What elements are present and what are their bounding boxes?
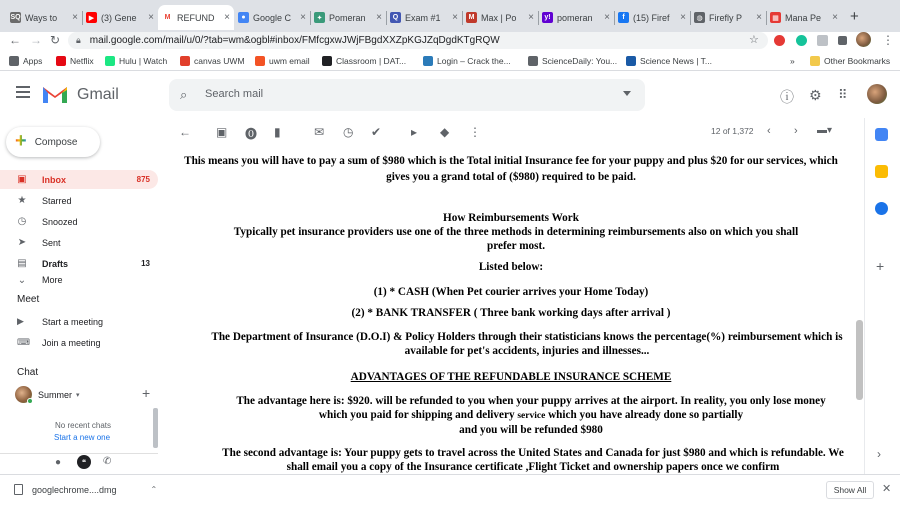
sidebar-item-snoozed[interactable] <box>0 212 158 231</box>
label-tag-icon[interactable]: ◆ <box>440 125 450 139</box>
mark-unread-icon[interactable]: ✉ <box>314 125 325 139</box>
chat-user-avatar <box>15 386 32 403</box>
email-method-bank: (2) * BANK TRANSFER ( Three bank working days after arrival ) <box>351 307 671 319</box>
close-tab-icon[interactable]: × <box>148 12 154 23</box>
close-tab-icon[interactable]: × <box>300 12 306 23</box>
compose-button[interactable] <box>6 127 100 157</box>
help-icon[interactable]: ⓘ <box>780 89 794 105</box>
folder-icon <box>810 56 820 66</box>
bookmark-item[interactable] <box>423 56 511 66</box>
older-chevron-right-icon[interactable]: › <box>794 125 798 137</box>
new-tab-button[interactable]: + <box>850 8 859 25</box>
report-spam-icon[interactable]: ⓿ <box>245 127 258 141</box>
browser-tab-title: pomeran <box>557 12 593 23</box>
input-tools-keyboard-icon[interactable]: ▬▾ <box>817 125 833 136</box>
browser-tab-title: (15) Firef <box>633 12 670 23</box>
other-bookmarks-label: Other Bookmarks <box>824 56 891 66</box>
profile-avatar[interactable] <box>856 32 871 47</box>
sciencenews-icon <box>626 56 636 66</box>
back-to-inbox-icon[interactable]: ← <box>179 125 191 139</box>
star-icon: ★ <box>17 195 27 206</box>
snooze-clock-icon[interactable]: ◷ <box>343 125 354 139</box>
pomeranian-site-icon: ✦ <box>314 12 325 23</box>
sidebar-item-count: 13 <box>141 259 150 268</box>
bookmark-item[interactable] <box>528 56 617 66</box>
close-tab-icon[interactable]: × <box>376 12 382 23</box>
sidebar-item-starred[interactable] <box>0 191 158 210</box>
email-toolbar <box>168 118 864 146</box>
max-site-icon: M <box>466 12 477 23</box>
browser-tab[interactable] <box>386 5 462 30</box>
email-paragraph-doi: The Department of Insurance (D.O.I) & Policy Holders through their statisticians knows the percentage(%) reimbursement which is available for pet's accidents, injuries and illnesses... <box>211 331 843 357</box>
chrome-icon: ● <box>238 12 249 23</box>
download-filename: googlechrome....dmg <box>32 484 117 495</box>
sidebar-item-label: Starred <box>42 195 72 206</box>
globe-icon: ◍ <box>694 12 705 23</box>
join-meeting-link[interactable] <box>17 337 101 348</box>
meet-heading: Meet <box>17 294 40 305</box>
bookmark-label: ScienceDaily: You... <box>542 56 618 66</box>
microsoft-icon <box>255 56 265 66</box>
quizlet-icon: Q <box>390 12 401 23</box>
bookmark-item[interactable] <box>322 56 406 66</box>
browser-tab-title: Firefly P <box>709 12 743 23</box>
facebook-icon: f <box>618 12 629 23</box>
browser-tab[interactable] <box>462 5 538 30</box>
sidebar-item-count: 875 <box>136 175 150 184</box>
sidebar-item-label: Inbox <box>42 174 66 185</box>
other-bookmarks[interactable] <box>810 56 890 66</box>
sq-icon: SQ <box>10 14 21 21</box>
send-icon: ➤ <box>17 237 27 248</box>
add-task-icon[interactable]: ✔ <box>371 125 382 139</box>
browser-tab-title: (3) Gene <box>101 12 137 23</box>
file-icon <box>14 484 23 495</box>
email-paragraph-fee: This means you will have to pay a sum of $980 which is the Total initial Insurance fee for your puppy and plus $20 for our services, which gives you a grand total of ($980) required to be paid. <box>184 155 838 183</box>
reload-icon[interactable]: ↻ <box>50 33 61 47</box>
bookmark-item[interactable] <box>105 56 167 66</box>
bookmark-label: Login – Crack the... <box>437 56 511 66</box>
browser-tab[interactable] <box>310 5 386 30</box>
tasks-icon[interactable] <box>875 202 888 215</box>
hangouts-chat-icon[interactable]: ❝ <box>77 455 91 469</box>
close-tab-icon[interactable]: × <box>452 12 458 23</box>
archive-icon[interactable]: ▣ <box>216 125 228 139</box>
close-tab-icon[interactable]: × <box>756 12 762 23</box>
browser-tab-title: Google C <box>253 12 292 23</box>
chat-user-dropdown-icon[interactable]: ▾ <box>76 391 80 399</box>
close-tab-icon[interactable]: × <box>72 12 78 23</box>
sidebar-scrollbar[interactable] <box>153 408 158 448</box>
browser-tab[interactable] <box>82 5 158 30</box>
browser-tab-title: Mana Pe <box>785 12 822 23</box>
inbox-icon: ▣ <box>17 174 27 185</box>
draft-icon: ▤ <box>17 258 27 269</box>
bookmark-item[interactable] <box>56 56 94 66</box>
more-actions-icon[interactable]: ⋮ <box>469 125 481 139</box>
bookmark-item[interactable] <box>255 56 310 66</box>
lock-icon: 🔒︎ <box>76 35 81 45</box>
adblock-extension-icon[interactable] <box>774 35 785 46</box>
mana-site-icon: ▦ <box>770 12 781 23</box>
compose-plus-icon: + <box>15 129 27 152</box>
forward-arrow-icon[interactable]: → <box>30 33 42 47</box>
sidebar-item-label: Snoozed <box>42 216 78 227</box>
delete-trash-icon[interactable]: ▮ <box>274 125 281 139</box>
search-options-icon[interactable] <box>623 91 631 96</box>
advantage-one-service: service <box>517 411 546 421</box>
move-to-folder-icon[interactable]: ▸ <box>411 125 418 139</box>
sidebar-item-label: Drafts <box>42 258 69 269</box>
browser-tab[interactable] <box>158 5 234 30</box>
chat-heading: Chat <box>17 367 39 378</box>
chat-user-name: Summer <box>38 389 73 400</box>
compose-label: Compose <box>34 136 78 148</box>
apps-grid-icon <box>9 56 19 66</box>
browser-tab-bar <box>0 0 900 32</box>
browser-tab-title: Ways to <box>25 12 58 23</box>
email-advantage-one <box>168 394 854 437</box>
email-scrollbar-thumb[interactable] <box>856 320 863 400</box>
email-heading-advantages: ADVANTAGES OF THE REFUNDABLE INSURANCE SCHEME <box>350 371 672 383</box>
expand-panel-icon[interactable]: › <box>877 447 881 461</box>
browser-tab[interactable] <box>690 5 766 30</box>
browser-tab[interactable] <box>766 5 842 30</box>
grammarly-extension-icon[interactable] <box>796 35 807 46</box>
phone-icon[interactable]: ✆ <box>103 456 112 467</box>
contacts-person-icon[interactable]: ● <box>55 457 62 468</box>
settings-gear-icon[interactable]: ⚙ <box>809 87 822 103</box>
email-heading-reimbursements: How Reimbursements Work <box>443 212 579 224</box>
get-addons-plus-icon[interactable]: + <box>876 258 885 274</box>
search-icon[interactable]: ⌕ <box>180 87 188 102</box>
gmail-icon: M <box>162 12 173 23</box>
keyboard-icon: ⌨ <box>17 337 30 347</box>
bookmark-item[interactable] <box>626 56 712 66</box>
hulu-icon <box>105 56 115 66</box>
download-options-icon[interactable]: ⌃ <box>150 485 158 494</box>
bookmark-label: canvas UWM <box>194 56 245 66</box>
browser-tab-title: REFUND <box>177 12 215 23</box>
email-advantage-two: The second advantage is: Your puppy gets to travel across the United States and Canada for just $980 and which is refundable. We shall email you a copy of the Insurance certificate ,Flight Ticket and ownership papers once we confirm <box>222 447 844 473</box>
online-status-icon <box>27 398 33 404</box>
start-meeting-link[interactable] <box>17 316 103 327</box>
bookmark-item[interactable] <box>9 56 42 66</box>
email-listed-below: Listed below: <box>478 261 544 273</box>
google-apps-icon[interactable]: ⠿ <box>838 87 848 102</box>
classroom-icon <box>322 56 332 66</box>
chat-user[interactable] <box>15 386 80 403</box>
browser-tab[interactable] <box>614 5 690 30</box>
extension-icon[interactable] <box>817 35 828 46</box>
close-tab-icon[interactable]: × <box>528 12 534 23</box>
sidebar-item-label: More <box>42 275 63 285</box>
main-menu-icon[interactable] <box>16 86 30 101</box>
address-bar[interactable] <box>68 32 768 49</box>
email-paragraph-methods: Typically pet insurance providers use one of the three methods in determining reimbursements also on which you shall prefer most. <box>233 226 799 252</box>
pagination-count: 12 of 1,372 <box>711 126 754 136</box>
calendar-icon[interactable] <box>875 128 888 141</box>
close-download-bar-icon[interactable]: ✕ <box>882 483 892 495</box>
browser-tab[interactable] <box>538 5 614 30</box>
bookmark-item[interactable] <box>180 56 245 66</box>
bookmark-star-icon[interactable]: ☆ <box>749 34 759 46</box>
no-recent-chats: No recent chats <box>55 421 112 430</box>
sidebar-item-drafts[interactable] <box>0 254 158 273</box>
keep-icon[interactable] <box>875 165 888 178</box>
sidebar-item-inbox[interactable] <box>0 170 158 189</box>
search-input[interactable]: Search mail <box>205 88 264 100</box>
bookmark-label: Apps <box>23 56 43 66</box>
close-tab-icon[interactable]: × <box>224 12 230 23</box>
browser-tab[interactable] <box>234 5 310 30</box>
youtube-icon: ▶ <box>86 12 97 23</box>
url-text: mail.google.com/mail/u/0/?tab=wm&ogbl#inbox/FMfcgxwJWjFBgdXXZpKGJZqDgdKTgRQW <box>89 35 500 46</box>
search-bar[interactable] <box>169 79 645 111</box>
close-tab-icon[interactable]: × <box>680 12 686 23</box>
bookmark-label: Hulu | Watch <box>119 56 168 66</box>
account-avatar[interactable] <box>867 84 887 104</box>
start-new-chat-link[interactable]: Start a new one <box>54 433 111 442</box>
close-tab-icon[interactable]: × <box>604 12 610 23</box>
bookmarks-overflow[interactable]: » <box>790 56 795 66</box>
clock-icon: ◷ <box>17 216 27 227</box>
advantage-one-refund: and you will be refunded $980 <box>459 424 603 436</box>
bookmark-label: Netflix <box>70 56 94 66</box>
show-all-downloads-button[interactable]: Show All <box>826 481 874 499</box>
email-method-cash: (1) * CASH (When Pet courier arrives your Home Today) <box>373 286 649 298</box>
bookmark-label: Classroom | DAT... <box>336 56 407 66</box>
download-item[interactable] <box>14 484 157 495</box>
browser-menu-icon[interactable]: ⋮ <box>882 33 894 47</box>
browser-tab-title: Exam #1 <box>405 12 441 23</box>
advantage-one-text-b: which you have already done so partially <box>548 409 744 421</box>
advantage-one-text: The advantage here is: $920. will be refunded to you when your puppy arrives at the airport. In reality, you only lose money which you paid for shipping and delivery <box>236 395 826 421</box>
newer-chevron-left-icon[interactable]: ‹ <box>767 125 771 137</box>
chevron-down-icon: ⌄ <box>17 275 27 286</box>
yahoo-icon: y! <box>542 12 553 23</box>
back-arrow-icon[interactable]: ← <box>9 33 21 47</box>
start-meeting-label: Start a meeting <box>42 316 104 327</box>
sidebar-item-sent[interactable] <box>0 233 158 252</box>
canvas-icon <box>180 56 190 66</box>
bookmark-label: uwm email <box>269 56 310 66</box>
sidebar-item-label: Sent <box>42 237 61 248</box>
crack-icon <box>423 56 433 66</box>
email-scrollbar-track[interactable] <box>855 146 864 474</box>
gmail-brand: Gmail <box>77 86 119 103</box>
close-tab-icon[interactable]: × <box>832 12 838 23</box>
video-camera-icon: ▶ <box>17 316 24 326</box>
netflix-icon <box>56 56 66 66</box>
gmail-logo-icon <box>42 84 68 104</box>
puzzle-extensions-icon[interactable] <box>838 36 847 45</box>
new-chat-plus-icon[interactable]: + <box>142 385 151 401</box>
browser-tab-title: Max | Po <box>481 12 517 23</box>
join-meeting-label: Join a meeting <box>42 337 101 348</box>
bookmark-label: Science News | T... <box>640 56 712 66</box>
sidebar-item-more[interactable] <box>0 275 158 287</box>
browser-tab[interactable] <box>6 5 82 30</box>
browser-tab-title: Pomeran <box>329 12 366 23</box>
sciencedaily-icon <box>528 56 538 66</box>
email-body <box>168 146 854 474</box>
